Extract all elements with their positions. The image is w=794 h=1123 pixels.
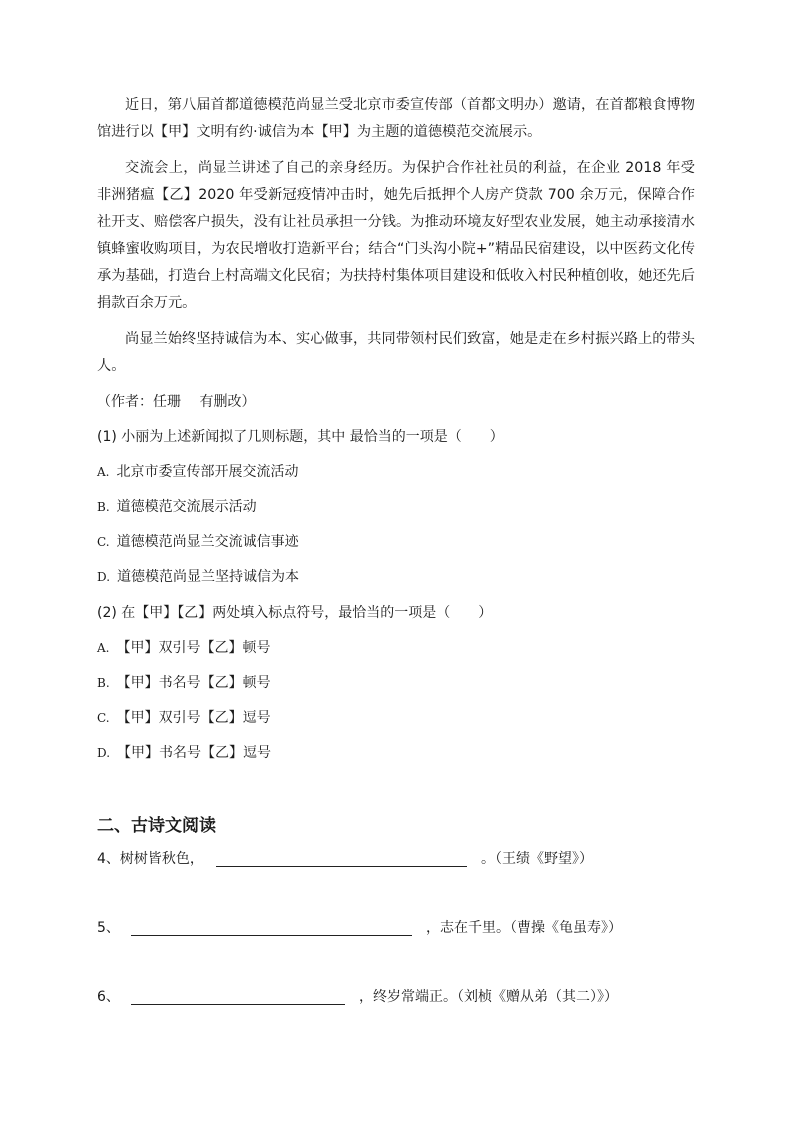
option-text: 道德模范尚显兰坚持诚信为本	[117, 569, 300, 585]
question-4-prefix: 4、树树皆秋色，	[97, 851, 204, 867]
section-heading: 二、古诗文阅读	[97, 816, 216, 836]
question-5-suffix: ，志在千里。（曹操《龟虽寿》）	[426, 920, 622, 936]
question-6-suffix: ，终岁常端正。（刘桢《赠从弟（其二）》）	[359, 989, 618, 1005]
question-2-option-c	[97, 708, 271, 728]
question-1-option-c	[97, 532, 299, 552]
option-text: 【甲】双引号【乙】逗号	[116, 710, 271, 726]
option-letter: C.	[97, 711, 110, 725]
article-paragraph-3: 尚显兰始终坚持诚信为本、实心做事，共同带领村民们致富，她是走在乡村振兴路上的带头人。	[97, 331, 695, 374]
question-1-option-b	[97, 497, 257, 517]
article-paragraph-1: 近日，第八届首都道德模范尚显兰受北京市委宣传部（首都文明办）邀请，在首都粮食博物馆进行以【甲】文明有约·诚信为本【甲】为主题的道德模范交流展示。	[97, 97, 695, 140]
question-2-stem: (2) 在【甲】【乙】两处填入标点符号，最恰当的一项是（ ）	[97, 605, 493, 621]
question-4-answer-blank[interactable]	[216, 866, 467, 867]
article-author: （作者：任珊 有删改）	[97, 394, 256, 410]
question-2-option-b	[97, 673, 271, 693]
option-letter: B.	[97, 500, 110, 514]
question-2-option-d	[97, 743, 271, 763]
option-letter: A.	[97, 641, 110, 655]
option-letter: B.	[97, 676, 110, 690]
option-text: 【甲】书名号【乙】顿号	[116, 675, 271, 691]
question-1-option-a	[97, 462, 298, 482]
question-5-answer-blank[interactable]	[131, 935, 412, 936]
option-text: 北京市委宣传部开展交流活动	[116, 464, 299, 480]
option-text: 道德模范尚显兰交流诚信事迹	[116, 534, 299, 550]
option-text: 【甲】书名号【乙】逗号	[117, 745, 272, 761]
option-letter: D.	[97, 746, 111, 760]
article-paragraph-2: 交流会上，尚显兰讲述了自己的亲身经历。为保护合作社社员的利益，在企业 2018 年受非洲猪瘟【乙】2020 年受新冠疫情冲击时，她先后抵押个人房产贷款 700 余万元，保障合作社开支、赔偿客户损失，没有让社员承担一分钱。为推动环境友好型农业发展，她主动承接清水镇蜂蜜收购项目，为农民增收打造新平台；结合“门头沟小院+”精品民宿建设，以中医药文化传承为基础，打造台上村高端文化民宿；为扶持村集体项目建设和低收入村民种植创收，她还先后捐款百余万元。	[97, 160, 695, 311]
question-4-suffix: 。（王绩《野望》）	[481, 851, 593, 867]
question-6-prefix: 6、	[97, 989, 120, 1005]
question-1-stem: (1) 小丽为上述新闻拟了几则标题，其中 最恰当的一项是（ ）	[97, 429, 504, 445]
option-letter: C.	[97, 535, 110, 549]
option-text: 道德模范交流展示活动	[116, 499, 257, 515]
question-5-prefix: 5、	[97, 920, 120, 936]
question-2-option-a	[97, 638, 270, 658]
option-letter: D.	[97, 570, 111, 584]
question-6-answer-blank[interactable]	[131, 1004, 345, 1005]
question-1-option-d	[97, 567, 299, 587]
option-letter: A.	[97, 465, 110, 479]
option-text: 【甲】双引号【乙】顿号	[116, 640, 271, 656]
